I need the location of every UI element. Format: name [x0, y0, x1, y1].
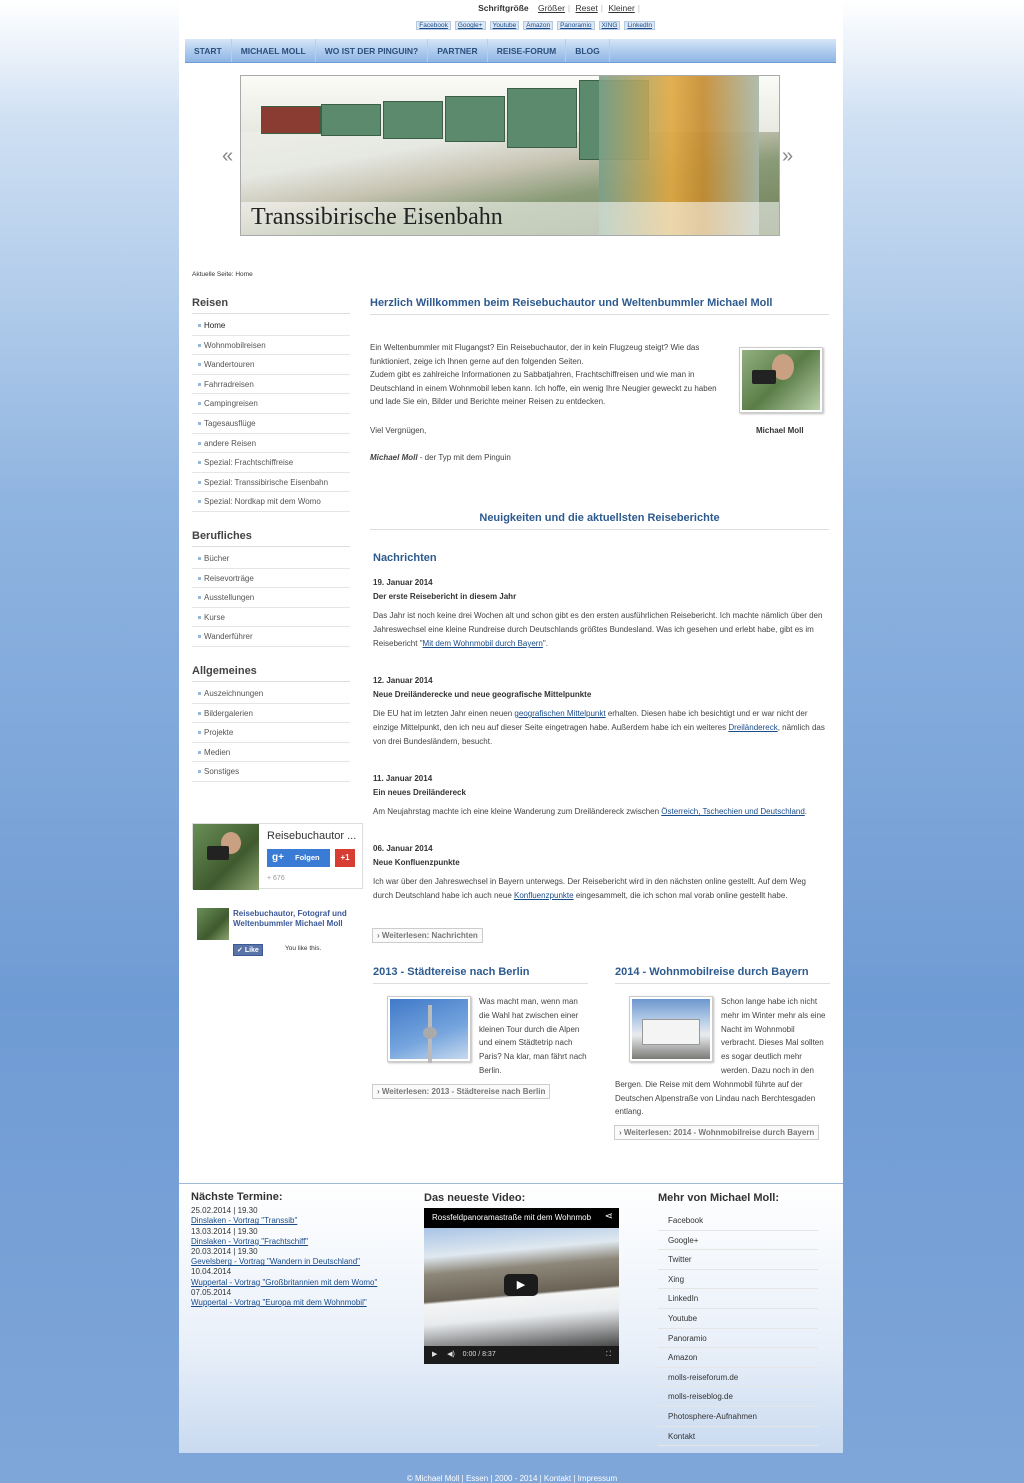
nav-start[interactable]: START [185, 39, 232, 62]
sidebar-item-home[interactable]: Home [192, 316, 350, 336]
footer-link-reiseblog[interactable]: molls-reiseblog.de [658, 1387, 818, 1407]
page-container [179, 0, 843, 1183]
sidebar-list-allgemeines [192, 684, 350, 782]
footer-link-reiseforum[interactable]: molls-reiseforum.de [658, 1368, 818, 1388]
sidebar-item-nordkap[interactable]: Spezial: Nordkap mit dem Womo [192, 492, 350, 512]
footer-link-xing[interactable]: Xing [658, 1270, 818, 1290]
image-slider [240, 75, 780, 236]
sidebar [192, 297, 350, 800]
read-more-news-button[interactable]: › Weiterlesen: Nachrichten [372, 928, 483, 943]
author-photo-caption: Michael Moll [756, 426, 804, 435]
play-icon[interactable]: ▶ [504, 1274, 538, 1296]
sidebar-item-campingreisen[interactable]: Campingreisen [192, 394, 350, 414]
sidebar-item-sonstiges[interactable]: Sonstiges [192, 762, 350, 782]
play-small-icon[interactable]: ▶ [432, 1351, 438, 1358]
news-section-heading: Neuigkeiten und die aktuellsten Reiseberichte [370, 512, 829, 530]
news-link-bayern[interactable]: Mit dem Wohnmobil durch Bayern [422, 639, 543, 648]
facebook-like-status: You like this. [285, 945, 322, 952]
sidebar-item-transsib[interactable]: Spezial: Transsibirische Eisenbahn [192, 473, 350, 493]
social-link-xing[interactable]: XING [599, 21, 621, 30]
googleplus-plus1-button[interactable]: +1 [335, 849, 355, 867]
footer-more-heading: Mehr von Michael Moll: [658, 1192, 780, 1204]
footer-link-googleplus[interactable]: Google+ [658, 1231, 818, 1251]
footer-video [424, 1192, 624, 1364]
footer-link-facebook[interactable]: Facebook [658, 1211, 818, 1231]
sidebar-list-berufliches [192, 549, 350, 647]
termin-date: 10.04.2014 [191, 1267, 232, 1277]
video-controls [424, 1346, 619, 1364]
fullscreen-icon[interactable]: ⛶ [606, 1351, 611, 1358]
footer-link-photosphere[interactable]: Photosphere-Aufnahmen [658, 1407, 818, 1427]
read-more-bayern-button[interactable]: › Weiterlesen: 2014 - Wohnmobilreise durch Bayern [614, 1125, 819, 1140]
social-link-facebook[interactable]: Facebook [416, 21, 451, 30]
train-locomotive [261, 106, 321, 134]
article-bayern [615, 966, 830, 1119]
termin-date: 25.02.2014 | 19.30 [191, 1206, 258, 1216]
sidebar-item-wandertouren[interactable]: Wandertouren [192, 355, 350, 375]
googleplus-badge [192, 823, 363, 889]
news-link-mittelpunkt[interactable]: geografischen Mittelpunkt [514, 709, 606, 718]
sidebar-item-buecher[interactable]: Bücher [192, 549, 350, 569]
social-link-amazon[interactable]: Amazon [523, 21, 553, 30]
sidebar-item-andere-reisen[interactable]: andere Reisen [192, 434, 350, 454]
footer-more [658, 1192, 818, 1446]
video-title[interactable]: Rossfeldpanoramastraße mit dem Wohnmob [424, 1208, 619, 1228]
footer-video-heading: Das neueste Video: [424, 1192, 526, 1204]
font-reset-link[interactable]: Reset [575, 3, 598, 13]
welcome-closing: Viel Vergnügen, [370, 426, 427, 435]
article-text: Schon lange habe ich nicht mehr im Winter mehr als eine Nacht im Wohnmobil verbracht. Dieses Mal sollten es sogar deutlich mehr werden. Dazu noch in den Bergen. Die Reise mit dem Wohnmobil führte auf der Deutschen Alpenstraße von Lindau nach Berchtesgaden entlang. [615, 997, 826, 1117]
termin-date: 13.03.2014 | 19.30 [191, 1226, 258, 1236]
slider-caption [241, 202, 779, 235]
news-link-konfluenzpunkte[interactable]: Konfluenzpunkte [514, 891, 574, 900]
news-item: 12. Januar 2014 Neue Dreiländerecke und neue geografische Mittelpunkte Die EU hat im letzten Jahr einen neuen geografischen Mittelpunkt erhalten. Diesen habe ich besichtigt und er war nicht der einzige Mittelpunkt, den ich neu auf dieser Seite eingetragen habe. Außerdem habe ich ein weiteres Dreiländereck, nämlich das von drei Bundesländern, besucht. [373, 676, 825, 746]
facebook-page-title[interactable]: Reisebuchautor, Fotograf und Weltenbummler Michael Moll [233, 909, 347, 928]
facebook-page-photo[interactable] [197, 908, 229, 940]
author-photo [739, 347, 823, 413]
sidebar-item-medien[interactable]: Medien [192, 743, 350, 763]
facebook-like-button[interactable]: ✓ Like [233, 944, 263, 956]
sidebar-item-kurse[interactable]: Kurse [192, 608, 350, 628]
nav-pinguin[interactable]: WO IST DER PINGUIN? [316, 39, 429, 62]
footer-link-amazon[interactable]: Amazon [658, 1348, 818, 1368]
sidebar-item-auszeichnungen[interactable]: Auszeichnungen [192, 684, 350, 704]
article-text: Was macht man, wenn man die Wahl hat zwischen einer kleinen Tour durch die Alpen und einem Städtetrip nach Paris? Na klar, man fährt nach Berlin. [479, 997, 587, 1075]
sidebar-item-bildergalerien[interactable]: Bildergalerien [192, 704, 350, 724]
sidebar-item-fahrradreisen[interactable]: Fahrradreisen [192, 375, 350, 395]
social-link-googleplus[interactable]: Google+ [455, 21, 486, 30]
video-player[interactable] [424, 1208, 619, 1364]
article-thumbnail-berlin[interactable] [387, 996, 471, 1062]
font-bigger-link[interactable]: Größer [537, 3, 565, 13]
facebook-like-box [197, 908, 357, 958]
footer-more-list [658, 1211, 818, 1446]
social-link-panoramio[interactable]: Panoramio [557, 21, 594, 30]
article-title[interactable]: 2013 - Städtereise nach Berlin [373, 966, 588, 984]
sidebar-heading-allgemeines: Allgemeines [192, 665, 350, 682]
news-link-oesterreich[interactable]: Österreich, Tschechien und Deutschland [661, 807, 805, 816]
read-more-berlin-button[interactable]: › Weiterlesen: 2013 - Städtereise nach Berlin [372, 1084, 550, 1099]
sidebar-item-wanderfuehrer[interactable]: Wanderführer [192, 627, 350, 647]
article-berlin [373, 966, 588, 1078]
copyright: © Michael Moll | Essen | 2000 - 2014 | Kontakt | Impressum [406, 1474, 618, 1483]
nav-blog[interactable]: BLOG [566, 39, 610, 62]
news-link-dreilaendereck[interactable]: Dreiländereck [728, 723, 778, 732]
termin-link[interactable]: Dinslaken - Vortrag "Frachtschiff" [191, 1236, 309, 1246]
video-time: 0:00 / 8:37 [462, 1351, 496, 1358]
social-link-linkedin[interactable]: LinkedIn [624, 21, 655, 30]
font-size-controls: Schriftgröße Größer | Reset | Kleiner | [478, 3, 640, 13]
googleplus-icon: g+ [272, 852, 284, 863]
sidebar-item-reisevortraege[interactable]: Reisevorträge [192, 569, 350, 589]
news-item: 11. Januar 2014 Ein neues Dreiländereck Am Neujahrstag machte ich eine kleine Wanderung zum Dreiländereck zwischen Österreich, Tschechien und Deutschland. [373, 774, 808, 816]
volume-icon[interactable]: ◀) [447, 1351, 455, 1358]
welcome-text: Ein Weltenbummler mit Flugangst? Ein Reisebuchautor, der in kein Flugzeug steigt? Wie das funktioniert, zeige ich Ihnen gerne auf den folgenden Seiten. Zudem gibt es zahlreiche Informationen zu Sabbatjahren, Frachtschiffreisen und wie man in Deutschland in einem Wohnmobil leben kann. Ich hoffe, ein wenig Ihre Neugier geweckt zu haben und lade Sie ein, Bilder und Berichte meiner Reisen zu entdecken. [370, 343, 717, 407]
main-nav [185, 39, 836, 63]
termin-link[interactable]: Wuppertal - Vortrag "Europa mit dem Wohnmobil" [191, 1298, 367, 1308]
font-smaller-link[interactable]: Kleiner [608, 3, 635, 13]
nav-reise-forum[interactable]: REISE-FORUM [488, 39, 567, 62]
social-links-top [416, 21, 655, 30]
termin-date: 07.05.2014 [191, 1287, 232, 1297]
news-heading: Nachrichten [373, 552, 437, 564]
sidebar-list-reisen [192, 316, 350, 512]
breadcrumb: Aktuelle Seite: Home [192, 271, 253, 278]
sidebar-heading-reisen: Reisen [192, 297, 350, 314]
googleplus-title[interactable]: Reisebuchautor ... [267, 830, 357, 842]
footer-link-kontakt[interactable]: Kontakt [658, 1427, 818, 1447]
sidebar-item-frachtschiffreise[interactable]: Spezial: Frachtschiffreise [192, 453, 350, 473]
nav-michael-moll[interactable]: MICHAEL MOLL [232, 39, 316, 62]
main-content [370, 297, 829, 1137]
googleplus-profile-photo[interactable] [193, 824, 259, 890]
nav-partner[interactable]: PARTNER [428, 39, 487, 62]
googleplus-follower-count: + 676 [267, 875, 285, 882]
news-item: 19. Januar 2014 Der erste Reisebericht in diesem Jahr Das Jahr ist noch keine drei Wochen alt und schon gibt es den ersten ausführlichen Reisebericht. Ich machte nämlich über den Jahreswechsel eine kleine Rundreise durch Deutschlands größtes Bundesland. Was ich gesehen und erlebt habe, gibt es im Reisebericht "Mit dem Wohnmobil durch Bayern". [373, 578, 823, 648]
sidebar-heading-berufliches: Berufliches [192, 530, 350, 547]
slider-next-icon[interactable]: » [782, 145, 794, 167]
welcome-signature: Michael Moll - der Typ mit dem Pinguin [370, 453, 511, 462]
slider-prev-icon[interactable]: « [222, 145, 234, 167]
article-title[interactable]: 2014 - Wohnmobilreise durch Bayern [615, 966, 830, 984]
googleplus-follow-button[interactable]: g+ Folgen [267, 849, 330, 867]
footer-link-panoramio[interactable]: Panoramio [658, 1329, 818, 1349]
footer-termine [191, 1192, 401, 1308]
termin-link[interactable]: Gevelsberg - Vortrag "Wandern in Deutschland" [191, 1257, 361, 1267]
slider-caption-text: Transsibirische Eisenbahn [251, 204, 503, 230]
article-thumbnail-bayern[interactable] [629, 996, 713, 1062]
sidebar-item-projekte[interactable]: Projekte [192, 723, 350, 743]
share-icon[interactable]: ⋖ [604, 1211, 613, 1222]
termin-date: 20.03.2014 | 19.30 [191, 1247, 258, 1257]
welcome-heading: Herzlich Willkommen beim Reisebuchautor und Weltenbummler Michael Moll [370, 297, 829, 315]
font-size-label: Schriftgröße [478, 3, 529, 13]
sidebar-item-wohnmobilreisen[interactable]: Wohnmobilreisen [192, 336, 350, 356]
termin-link[interactable]: Wuppertal - Vortrag "Großbritannien mit dem Womo" [191, 1277, 378, 1287]
footer-link-twitter[interactable]: Twitter [658, 1250, 818, 1270]
footer-termine-heading: Nächste Termine: [191, 1191, 283, 1203]
sidebar-item-tagesausfluege[interactable]: Tagesausflüge [192, 414, 350, 434]
social-link-youtube[interactable]: Youtube [490, 21, 520, 30]
sidebar-item-ausstellungen[interactable]: Ausstellungen [192, 588, 350, 608]
footer-link-linkedin[interactable]: LinkedIn [658, 1289, 818, 1309]
news-item: 06. Januar 2014 Neue Konfluenzpunkte Ich war über den Jahreswechsel in Bayern unterwegs. Der Reisebericht wird in den nächsten online gestellt. Auf dem Weg durch Deutschland habe ich auch neue Konfluenzpunkte eingesammelt, die ich schon mal vorab online gestellt habe. [373, 844, 806, 900]
footer-link-youtube[interactable]: Youtube [658, 1309, 818, 1329]
termin-link[interactable]: Dinslaken - Vortrag "Transsib" [191, 1216, 298, 1226]
